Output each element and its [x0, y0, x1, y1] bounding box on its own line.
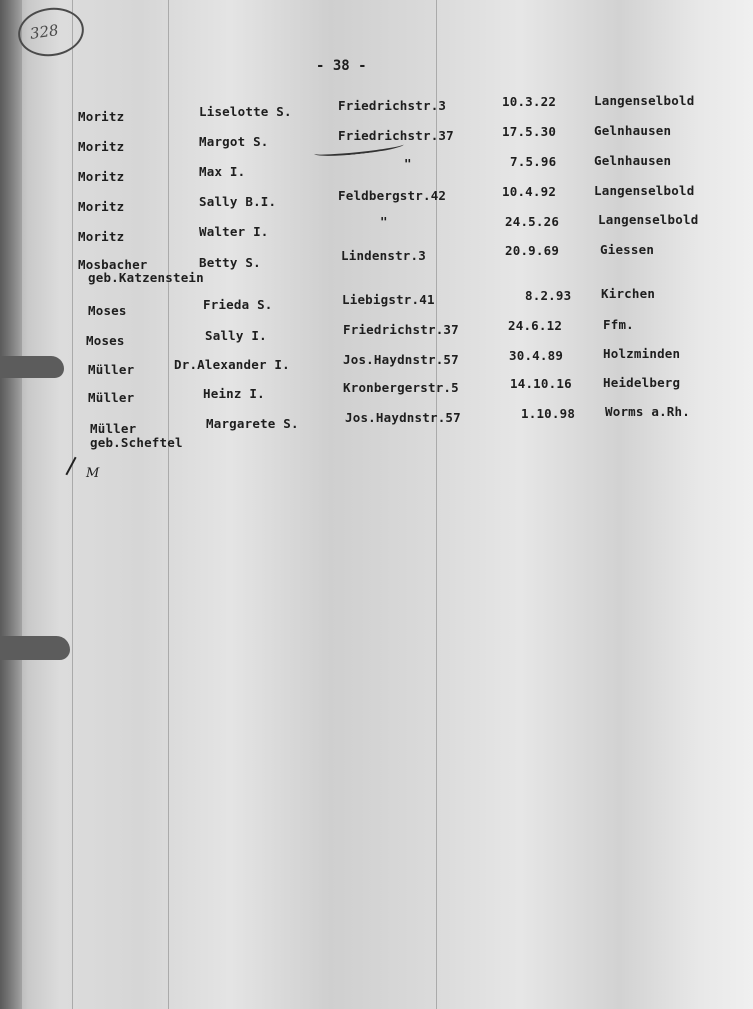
- handwritten-initials: M: [86, 466, 100, 481]
- given-name: Frieda S.: [203, 297, 273, 312]
- surname: Moritz: [78, 199, 125, 214]
- given-name: Heinz I.: [203, 386, 265, 401]
- given-name: Sally I.: [205, 328, 267, 343]
- birth-date: 1.10.98: [521, 406, 576, 421]
- street-address: Friedrichstr.37: [343, 322, 459, 337]
- page-number: - 38 -: [316, 58, 367, 74]
- street-address: Friedrichstr.3: [338, 98, 447, 113]
- birth-date: 10.3.22: [502, 94, 557, 109]
- street-address: Jos.Haydnstr.57: [345, 410, 461, 425]
- paper-tab: [0, 356, 64, 378]
- birth-date: 24.5.26: [505, 214, 560, 229]
- birth-date: 14.10.16: [510, 376, 572, 391]
- given-name: Betty S.: [199, 255, 261, 270]
- given-name: Margarete S.: [206, 416, 299, 431]
- birth-date: 7.5.96: [510, 154, 557, 169]
- birth-place: Ffm.: [603, 317, 634, 332]
- surname: Müller: [90, 421, 137, 436]
- birth-date: 24.6.12: [508, 318, 563, 333]
- surname: Moritz: [78, 139, 125, 154]
- birth-place: Langenselbold: [594, 183, 695, 198]
- birth-place: Holzminden: [603, 346, 681, 361]
- surname: Müller: [88, 362, 135, 377]
- surname: Moritz: [78, 169, 125, 184]
- ditto-mark: ": [404, 156, 412, 171]
- archive-stamp: [15, 4, 87, 61]
- surname: Moritz: [78, 109, 125, 124]
- birth-date: 8.2.93: [525, 288, 572, 303]
- ditto-mark: ": [380, 214, 388, 229]
- street-address: Feldbergstr.42: [338, 188, 447, 203]
- birth-date: 30.4.89: [509, 348, 564, 363]
- given-name: Max I.: [199, 164, 246, 179]
- birth-date: 20.9.69: [505, 243, 560, 258]
- birth-place: Giessen: [600, 242, 655, 257]
- surname: Mosbacher: [78, 257, 148, 272]
- fold-line: [168, 0, 169, 1009]
- stamp-number: 328: [28, 21, 60, 43]
- given-name: Sally B.I.: [199, 194, 277, 209]
- check-mark: [65, 457, 76, 476]
- surname-line2: geb.Scheftel: [90, 435, 183, 450]
- street-address: Liebigstr.41: [342, 292, 435, 307]
- street-address: Lindenstr.3: [341, 248, 426, 263]
- surname: Müller: [88, 390, 135, 405]
- birth-place: Gelnhausen: [594, 123, 672, 138]
- birth-place: Worms a.Rh.: [605, 404, 690, 419]
- given-name: Dr.Alexander I.: [174, 357, 290, 372]
- surname: Moritz: [78, 229, 125, 244]
- birth-place: Kirchen: [601, 286, 656, 301]
- surname: Moses: [86, 333, 125, 348]
- birth-date: 17.5.30: [502, 124, 557, 139]
- street-address: Kronbergerstr.5: [343, 380, 459, 395]
- binding-edge: [0, 0, 22, 1009]
- street-address: Jos.Haydnstr.57: [343, 352, 459, 367]
- given-name: Walter I.: [199, 224, 269, 239]
- street-address: Friedrichstr.37: [338, 128, 454, 143]
- surname-line2: geb.Katzenstein: [88, 270, 204, 285]
- paper-tab: [0, 636, 70, 660]
- birth-date: 10.4.92: [502, 184, 557, 199]
- given-name: Margot S.: [199, 134, 269, 149]
- birth-place: Langenselbold: [594, 93, 695, 108]
- given-name: Liselotte S.: [199, 104, 292, 119]
- surname: Moses: [88, 303, 127, 318]
- birth-place: Heidelberg: [603, 375, 681, 390]
- fold-line: [436, 0, 437, 1009]
- fold-line: [72, 0, 73, 1009]
- birth-place: Langenselbold: [598, 212, 699, 227]
- birth-place: Gelnhausen: [594, 153, 672, 168]
